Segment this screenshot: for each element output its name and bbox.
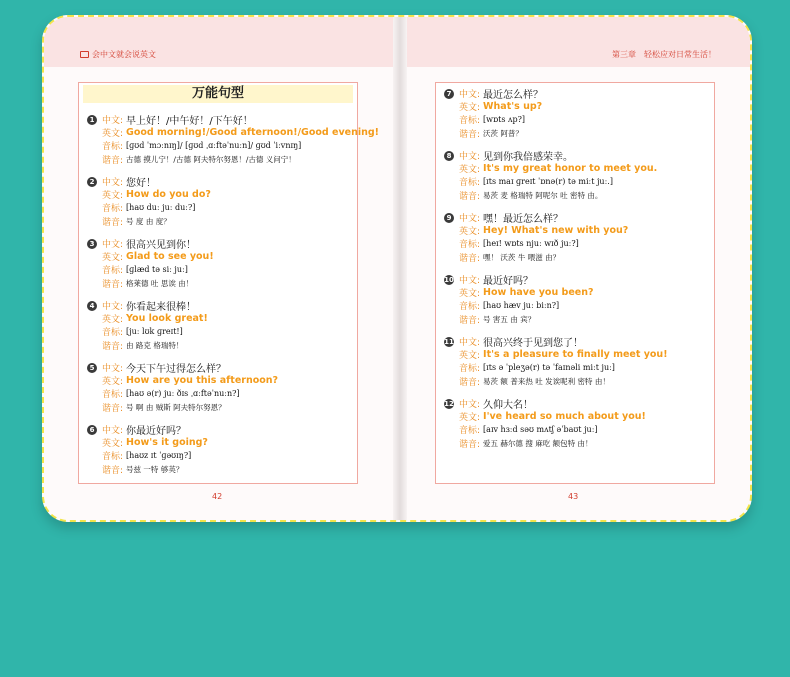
chinese-text: 最近好吗？ bbox=[483, 276, 534, 288]
phonetic-text: [haʊ hæv juː biːn?] bbox=[483, 301, 560, 311]
english-text: How's it going? bbox=[126, 437, 208, 449]
english-text-row bbox=[87, 250, 353, 263]
english-text-row bbox=[87, 374, 353, 387]
phonetic-text-row bbox=[87, 201, 353, 214]
english-text-row bbox=[87, 312, 353, 325]
homophone-text-row bbox=[87, 215, 353, 228]
english-text-row bbox=[444, 100, 710, 113]
english-text-row bbox=[444, 348, 710, 361]
entry-number-badge: 12 bbox=[444, 399, 454, 408]
homophone-label: 谐音: bbox=[459, 129, 481, 140]
homophone-text: 号 度 由 度？ bbox=[126, 216, 171, 226]
phonetic-text: [wɒts ʌp?] bbox=[483, 115, 526, 125]
english-label: 英文: bbox=[459, 289, 481, 300]
chinese-label: 中文: bbox=[459, 214, 481, 225]
english-text: How have you been? bbox=[483, 287, 594, 299]
english-text: Hey! What's new with you? bbox=[483, 225, 629, 237]
english-text-row bbox=[87, 188, 353, 201]
entry-number-badge: 5 bbox=[87, 363, 97, 373]
entry-number-badge: 4 bbox=[87, 301, 97, 311]
phonetic-label: 音标: bbox=[102, 142, 124, 153]
chinese-label: 中文: bbox=[102, 240, 124, 251]
phonetic-label: 音标: bbox=[102, 328, 124, 339]
entry-number-badge: 7 bbox=[444, 89, 454, 99]
homophone-label: 谐音: bbox=[102, 341, 124, 352]
english-label: 英文: bbox=[102, 253, 124, 264]
phonetic-label: 音标: bbox=[459, 426, 481, 437]
chinese-text: 你最近好吗？ bbox=[126, 426, 187, 438]
section-title: 万能句型 bbox=[83, 85, 353, 103]
phonetic-text-row bbox=[87, 325, 353, 338]
english-text: What's up? bbox=[483, 101, 543, 113]
phonetic-label: 音标: bbox=[459, 240, 481, 251]
chinese-label: 中文: bbox=[459, 152, 481, 163]
phonetic-text: [aɪv hɜːd səʊ mʌtʃ əˈbaʊt juː] bbox=[483, 425, 598, 435]
chinese-text: 见到你我倍感荣幸。 bbox=[483, 152, 574, 164]
chinese-text-row bbox=[87, 175, 353, 188]
english-label: 英文: bbox=[459, 103, 481, 114]
phonetic-text: [heɪ! wɒts njuː wɪð juː?] bbox=[483, 239, 579, 249]
english-text: How do you do? bbox=[126, 189, 211, 201]
english-label: 英文: bbox=[102, 191, 124, 202]
phonetic-label: 音标: bbox=[102, 204, 124, 215]
entry-number-badge: 1 bbox=[87, 115, 97, 125]
homophone-text: 格莱德 吐 思诶 由！ bbox=[126, 278, 194, 288]
homophone-text: 爱五 赫尔德 搜 麻吃 额包特 由！ bbox=[483, 438, 593, 448]
chinese-text-row bbox=[87, 299, 353, 312]
homophone-text: 易茨 麦 格瑞特 阿呢尔 吐 密特 由。 bbox=[483, 190, 603, 200]
homophone-text-row bbox=[444, 127, 710, 140]
english-label: 英文: bbox=[102, 129, 124, 140]
chinese-text-row bbox=[444, 149, 710, 162]
phonetic-text-row bbox=[444, 423, 710, 436]
chinese-label: 中文: bbox=[102, 116, 124, 127]
phonetic-label: 音标: bbox=[459, 116, 481, 127]
homophone-label: 谐音: bbox=[459, 191, 481, 202]
homophone-text: 号 啊 由 贼斯 阿夫特尔努恩？ bbox=[126, 402, 226, 412]
chinese-text-row bbox=[87, 423, 353, 436]
homophone-text-row bbox=[444, 313, 710, 326]
homophone-text-row bbox=[444, 251, 710, 264]
phrase-entry bbox=[444, 273, 710, 326]
phrase-entry bbox=[87, 113, 380, 166]
open-book bbox=[42, 15, 752, 522]
entry-number-badge: 8 bbox=[444, 151, 454, 161]
phrase-entry bbox=[87, 423, 353, 476]
homophone-text-row bbox=[444, 189, 710, 202]
homophone-text-row bbox=[87, 277, 353, 290]
homophone-label: 谐音: bbox=[102, 155, 124, 166]
phrase-entry bbox=[444, 335, 710, 388]
homophone-label: 谐音: bbox=[102, 279, 124, 290]
chinese-text: 很高兴终于见到您了！ bbox=[483, 338, 584, 350]
homophone-text-row bbox=[444, 375, 710, 388]
homophone-label: 谐音: bbox=[102, 217, 124, 228]
english-text-row bbox=[444, 286, 710, 299]
phonetic-text-row bbox=[87, 387, 353, 400]
book-spine bbox=[393, 17, 407, 520]
english-text-row bbox=[87, 436, 353, 449]
page-number-right: 43 bbox=[568, 492, 579, 501]
phonetic-text: [ɡʊd ˈmɔːnɪŋ]/ [ɡʊd ˌɑːftəˈnuːn]/ ɡʊd ˈiːvnɪŋ] bbox=[126, 141, 302, 151]
phrase-entry bbox=[444, 397, 710, 450]
phrase-entry bbox=[87, 237, 353, 290]
chinese-text: 早上好！/中午好！/下午好！ bbox=[126, 116, 253, 128]
english-label: 英文: bbox=[459, 227, 481, 238]
phonetic-label: 音标: bbox=[102, 390, 124, 401]
phrase-entry bbox=[444, 211, 710, 264]
homophone-text-row bbox=[87, 153, 353, 166]
phrase-entry bbox=[87, 175, 353, 228]
phonetic-label: 音标: bbox=[459, 302, 481, 313]
chinese-text-row bbox=[444, 335, 710, 348]
phonetic-text-row bbox=[444, 113, 710, 126]
homophone-text-row bbox=[87, 339, 353, 352]
homophone-text: 由 路克 格瑞特！ bbox=[126, 340, 184, 350]
phonetic-text: [ɪts ə ˈpleʒə(r) tə ˈfaɪnəli miːt juː] bbox=[483, 363, 615, 373]
english-text-row bbox=[444, 410, 710, 423]
chinese-text: 久仰大名！ bbox=[483, 400, 534, 412]
chinese-text: 你看起来很棒！ bbox=[126, 302, 197, 314]
phrase-entry bbox=[444, 87, 710, 140]
homophone-text: 古德 摸儿宁！/古德 阿夫特尔努恩！/古德 义问宁！ bbox=[126, 154, 296, 164]
phonetic-text-row bbox=[444, 237, 710, 250]
chinese-text: 很高兴见到你！ bbox=[126, 240, 197, 252]
phonetic-text: [haʊ ə(r) juː ðɪs ˌɑːftəˈnuːn?] bbox=[126, 389, 240, 399]
homophone-text-row bbox=[87, 401, 353, 414]
entry-number-badge: 6 bbox=[87, 425, 97, 435]
english-text: You look great! bbox=[126, 313, 208, 325]
english-label: 英文: bbox=[459, 413, 481, 424]
phonetic-text: [ɡlæd tə siː juː] bbox=[126, 265, 188, 275]
entry-number-badge: 9 bbox=[444, 213, 454, 223]
chinese-text-row bbox=[444, 211, 710, 224]
homophone-text: 号兹 一特 够英？ bbox=[126, 464, 184, 474]
chinese-label: 中文: bbox=[102, 302, 124, 313]
phonetic-text-row bbox=[87, 139, 353, 152]
phonetic-text: [haʊ duː juː duː?] bbox=[126, 203, 196, 213]
phonetic-text-row bbox=[87, 449, 353, 462]
homophone-text: 号 害五 由 宾？ bbox=[483, 314, 536, 324]
phonetic-text: [ɪts maɪ ɡreɪt ˈɒnə(r) tə miːt juː.] bbox=[483, 177, 613, 187]
phrase-entry bbox=[87, 299, 353, 352]
phonetic-text: [juː lʊk ɡreɪt!] bbox=[126, 327, 183, 337]
chinese-text-row bbox=[444, 87, 710, 100]
entry-number-badge: 3 bbox=[87, 239, 97, 249]
homophone-label: 谐音: bbox=[102, 465, 124, 476]
english-label: 英文: bbox=[102, 377, 124, 388]
phonetic-text-row bbox=[444, 361, 710, 374]
phonetic-label: 音标: bbox=[459, 364, 481, 375]
running-header-right: 第三章 轻松应对日常生活！ bbox=[612, 50, 716, 59]
chinese-text: 嘿！最近怎么样？ bbox=[483, 214, 564, 226]
entry-number-badge: 10 bbox=[444, 275, 454, 284]
phrase-entry bbox=[444, 149, 710, 202]
chinese-text-row bbox=[444, 273, 710, 286]
english-label: 英文: bbox=[459, 165, 481, 176]
phonetic-label: 音标: bbox=[459, 178, 481, 189]
homophone-label: 谐音: bbox=[459, 253, 481, 264]
homophone-label: 谐音: bbox=[102, 403, 124, 414]
chinese-label: 中文: bbox=[459, 90, 481, 101]
english-text: It's my great honor to meet you. bbox=[483, 163, 658, 175]
homophone-label: 谐音: bbox=[459, 439, 481, 450]
english-label: 英文: bbox=[102, 315, 124, 326]
english-text: Good morning!/Good afternoon!/Good evening! bbox=[126, 127, 380, 139]
english-text-row bbox=[444, 224, 710, 237]
homophone-text: 易茨 额 普来热 吐 发诶呢利 密特 由！ bbox=[483, 376, 610, 386]
chinese-text: 您好！ bbox=[126, 178, 157, 190]
phonetic-text-row bbox=[444, 299, 710, 312]
homophone-text: 沃茨 阿普？ bbox=[483, 128, 523, 138]
homophone-text: 嘿！ 沃茨 牛 喂滋 由？ bbox=[483, 252, 561, 262]
chinese-label: 中文: bbox=[459, 338, 481, 349]
english-text: How are you this afternoon? bbox=[126, 375, 279, 387]
entry-number-badge: 11 bbox=[444, 337, 454, 346]
book-icon bbox=[80, 51, 89, 58]
phonetic-text: [haʊz ɪt ˈɡəʊɪŋ?] bbox=[126, 451, 192, 461]
phonetic-text-row bbox=[87, 263, 353, 276]
english-text: It's a pleasure to finally meet you! bbox=[483, 349, 668, 361]
chinese-label: 中文: bbox=[459, 276, 481, 287]
running-header-left bbox=[80, 49, 156, 60]
english-text: Glad to see you! bbox=[126, 251, 214, 263]
phonetic-label: 音标: bbox=[102, 452, 124, 463]
phrase-entry bbox=[87, 361, 353, 414]
header-left-text: 会中文就会说英文 bbox=[92, 50, 156, 59]
english-label: 英文: bbox=[102, 439, 124, 450]
page-number-left: 42 bbox=[212, 492, 223, 501]
english-text-row bbox=[444, 162, 710, 175]
chinese-text-row bbox=[87, 113, 353, 126]
english-text: I've heard so much about you! bbox=[483, 411, 646, 423]
phonetic-label: 音标: bbox=[102, 266, 124, 277]
chinese-text-row bbox=[87, 237, 353, 250]
homophone-label: 谐音: bbox=[459, 315, 481, 326]
left-page-panel bbox=[78, 82, 380, 484]
english-text-row bbox=[87, 126, 380, 140]
chinese-text-row bbox=[444, 397, 710, 410]
homophone-label: 谐音: bbox=[459, 377, 481, 388]
entry-number-badge: 2 bbox=[87, 177, 97, 187]
chinese-text: 最近怎么样？ bbox=[483, 90, 544, 102]
right-page-panel bbox=[435, 82, 715, 484]
phonetic-text-row bbox=[444, 175, 710, 188]
chinese-label: 中文: bbox=[459, 400, 481, 411]
homophone-text-row bbox=[87, 463, 353, 476]
chinese-label: 中文: bbox=[102, 178, 124, 189]
chinese-text-row bbox=[87, 361, 353, 374]
english-label: 英文: bbox=[459, 351, 481, 362]
chinese-text: 今天下午过得怎么样？ bbox=[126, 364, 227, 376]
homophone-text-row bbox=[444, 437, 710, 450]
chinese-label: 中文: bbox=[102, 364, 124, 375]
chinese-label: 中文: bbox=[102, 426, 124, 437]
